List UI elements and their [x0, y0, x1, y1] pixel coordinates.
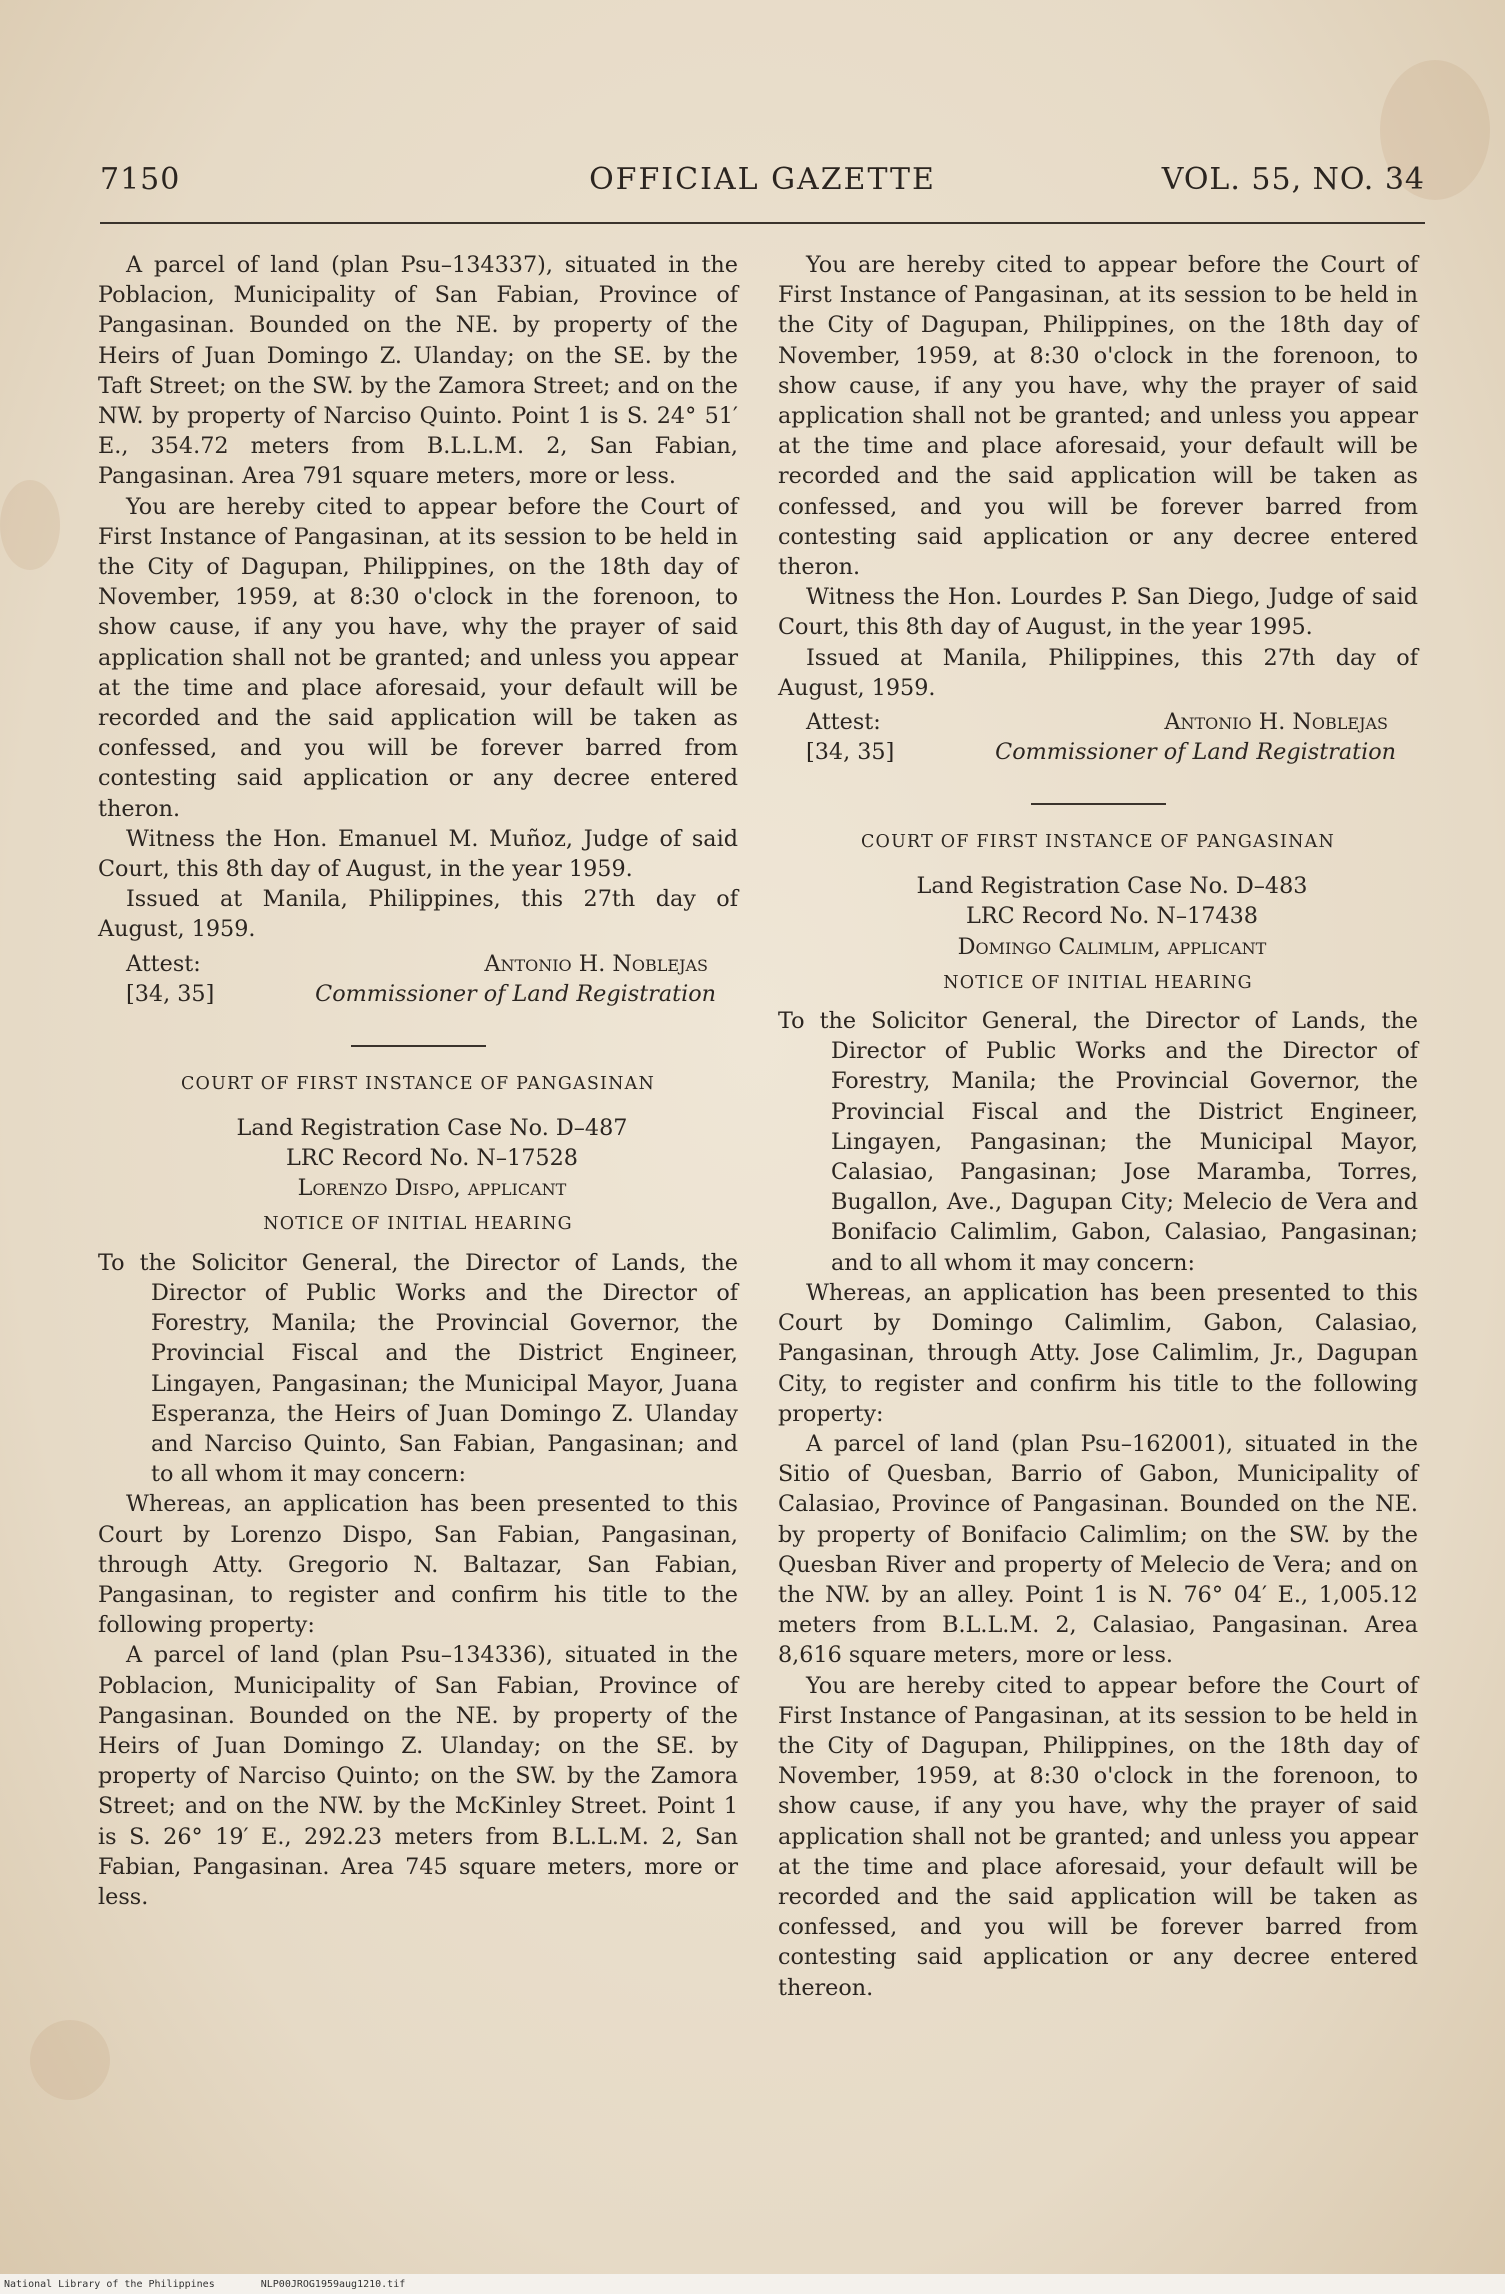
notice-heading: NOTICE OF INITIAL HEARING [263, 1214, 573, 1235]
attest-name: Antonio H. Noblejas [1164, 709, 1388, 736]
page-number: 7150 [100, 162, 181, 197]
attest-block [778, 707, 1418, 767]
scan-filename: NLP00JROG1959aug1210.tif [260, 2279, 406, 2290]
issued-paragraph: Issued at Manila, Philippines, this 27th day of August, 1959. [98, 886, 738, 943]
library-credit: National Library of the Philippines [4, 2279, 215, 2290]
lrc-record: LRC Record No. N–17438 [966, 903, 1258, 930]
page-header [100, 162, 1425, 212]
parcel-paragraph: A parcel of land (plan Psu–162001), situated in the Sitio of Quesban, Barrio of Gabon, Municipality of Calasiao, Province of Pangasinan. Bounded on the NE. by property of Bonifacio Calimlim; on the SW. by the Quesban River and property of Melecio de Vera; and on the NW. by an alley. Point 1 is N. 76° 04′ E., 1,005.12 meters from B.L.L.M. 2, Calasiao, Pangasinan. Area 8,616 square meters, more or less. [778, 1430, 1418, 1669]
case-number: Land Registration Case No. D–483 [916, 873, 1308, 900]
parcel-paragraph: A parcel of land (plan Psu–134336), situated in the Poblacion, Municipality of San Fabian, Province of Pangasinan. Bounded on the NE. by property of the Heirs of Juan Domingo Z. Ulanday; on the SE. by property of Narciso Quinto; on the SW. by the Zamora Street; and on the NW. by the McKinley Street. Point 1 is S. 26° 19′ E., 292.23 meters from B.L.L.M. 2, San Fabian, Pangasinan. Area 745 square meters, more or less. [98, 1642, 738, 1910]
attest-name: Antonio H. Noblejas [484, 950, 708, 977]
volume-issue: VOL. 55, NO. 34 [1161, 162, 1425, 197]
case-number: Land Registration Case No. D–487 [236, 1114, 628, 1141]
court-heading: COURT OF FIRST INSTANCE OF PANGASINAN [180, 1073, 656, 1094]
publication-title: OFFICIAL GAZETTE [589, 162, 936, 197]
section-divider [1031, 803, 1166, 805]
left-column [98, 250, 738, 1912]
attest-block [98, 949, 738, 1009]
applicant: Lorenzo Dispo, applicant [297, 1175, 567, 1202]
whereas-paragraph: Whereas, an application has been presented to this Court by Domingo Calimlim, Gabon, Calasiao, Pangasinan, through Atty. Jose Calimlim, Jr., Dagupan City, to register and confirm his title to the following property: [778, 1279, 1418, 1427]
section-divider [351, 1045, 486, 1047]
attest-office: Commissioner of Land Registration [315, 980, 716, 1007]
issued-paragraph: Issued at Manila, Philippines, this 27th day of August, 1959. [778, 644, 1418, 701]
witness-paragraph: Witness the Hon. Emanuel M. Muñoz, Judge of said Court, this 8th day of August, in the year 1959. [98, 825, 738, 883]
attest-ref: [34, 35] [126, 980, 215, 1007]
paper-stain [30, 2020, 110, 2100]
whereas-paragraph: Whereas, an application has been presented to this Court by Lorenzo Dispo, San Fabian, Pangasinan, through Atty. Gregorio N. Baltazar, San Fabian, Pangasinan, to register and confirm his title to the following property: [98, 1491, 738, 1639]
citation-paragraph: You are hereby cited to appear before the Court of First Instance of Pangasinan, at its session to be held in the City of Dagupan, Philippines, on the 18th day of November, 1959, at 8:30 o'clock in the forenoon, to show cause, if any you have, why the prayer of said application shall not be granted; and unless you appear at the time and place aforesaid, your default will be recorded and the said application will be taken as confessed, and you will be forever barred from contesting said application or any decree entered theron. [98, 493, 738, 822]
addressees-paragraph: To the Solicitor General, the Director of Lands, the Director of Public Works and the Director of Forestry, Manila; the Provincial Governor, the Provincial Fiscal and the District Engineer, Lingayen, Pangasinan; the Municipal Mayor, Calasiao, Pangasinan; Jose Maramba, Torres, Bugallon, Ave., Dagupan City; Melecio de Vera and Bonifacio Calimlim, Gabon, Calasiao, Pangasinan; and to all whom it may concern: [778, 1008, 1418, 1276]
witness-paragraph: Witness the Hon. Lourdes P. San Diego, Judge of said Court, this 8th day of August, in the year 1995. [778, 584, 1418, 641]
attest-office: Commissioner of Land Registration [995, 739, 1396, 766]
citation-paragraph: You are hereby cited to appear before the Court of First Instance of Pangasinan, at its session to be held in the City of Dagupan, Philippines, on the 18th day of November, 1959, at 8:30 o'clock in the forenoon, to show cause, if any you have, why the prayer of said application shall not be granted; and unless you appear at the time and place aforesaid, your default will be recorded and the said application will be taken as confessed, and you will be forever barred from contesting said application or any decree entered theron. [778, 252, 1418, 581]
court-heading: COURT OF FIRST INSTANCE OF PANGASINAN [860, 832, 1336, 853]
applicant: Domingo Calimlim, applicant [957, 933, 1267, 960]
addressees-paragraph: To the Solicitor General, the Director of Lands, the Director of Public Works and the Director of Forestry, Manila; the Provincial Governor, the Provincial Fiscal and the District Engineer, Lingayen, Pangasinan; the Municipal Mayor, Juana Esperanza, the Heirs of Juan Domingo Z. Ulanday and Narciso Quinto, San Fabian, Pangasinan; and to all whom it may concern: [98, 1249, 738, 1488]
scan-footer [4, 2279, 1504, 2290]
lrc-record: LRC Record No. N–17528 [286, 1145, 578, 1172]
right-column [778, 250, 1418, 2003]
paper-stain [0, 480, 60, 570]
parcel-paragraph: A parcel of land (plan Psu–134337), situated in the Poblacion, Municipality of San Fabian, Province of Pangasinan. Bounded on the NE. by property of the Heirs of Juan Domingo Z. Ulanday; on the SE. by the Taft Street; on the SW. by the Zamora Street; and on the NW. by property of Narciso Quinto. Point 1 is S. 24° 51′ E., 354.72 meters from B.L.L.M. 2, San Fabian, Pangasinan. Area 791 square meters, more or less. [98, 252, 738, 490]
attest-label: Attest: [126, 950, 201, 977]
citation-paragraph: You are hereby cited to appear before the Court of First Instance of Pangasinan, at its session to be held in the City of Dagupan, Philippines, on the 18th day of November, 1959, at 8:30 o'clock in the forenoon, to show cause, if any you have, why the prayer of said application shall not be granted; and unless you appear at the time and place aforesaid, your default will be recorded and the said application will be taken as confessed, and you will be forever barred from contesting said application or any decree entered thereon. [778, 1672, 1418, 2001]
notice-heading: NOTICE OF INITIAL HEARING [943, 972, 1253, 993]
attest-label: Attest: [806, 709, 881, 736]
attest-ref: [34, 35] [806, 739, 895, 766]
header-rule [100, 222, 1425, 224]
